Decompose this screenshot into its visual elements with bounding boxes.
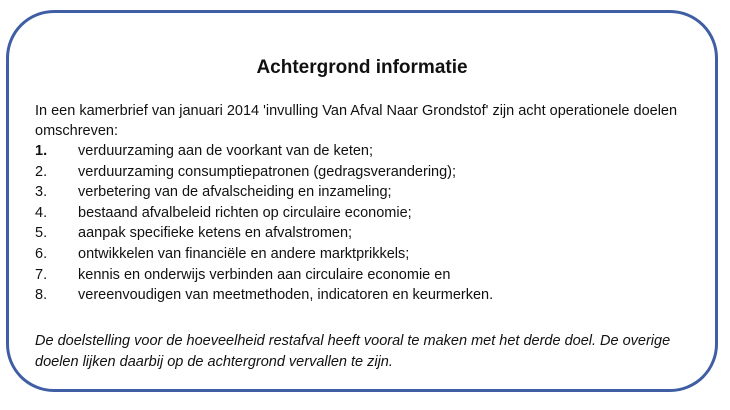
list-item (35, 141, 705, 162)
goal-number: 6. (35, 245, 48, 262)
list-item (35, 203, 705, 224)
goal-text: aanpak specifieke ketens en afvalstromen; (78, 225, 353, 242)
goal-number: 2. (35, 163, 48, 180)
goal-number: 4. (35, 204, 48, 221)
goal-number: 7. (35, 266, 48, 283)
intro-text: In een kamerbrief van januari 2014 'invulling Van Afval Naar Grondstof' zijn acht operationele doelen omschreven: (35, 103, 678, 139)
goal-text: verduurzaming consumptiepatronen (gedragsverandering); (78, 163, 457, 180)
goals-list (35, 141, 705, 306)
list-item (35, 285, 705, 306)
list-item (35, 162, 705, 183)
list-item (35, 223, 705, 244)
list-item (35, 265, 705, 286)
goal-text: verbetering van de afvalscheiding en inzameling; (78, 184, 392, 201)
goal-text: kennis en onderwijs verbinden aan circulaire economie en (78, 266, 451, 283)
goal-number: 1. (35, 143, 48, 159)
goal-text: vereenvoudigen van meetmethoden, indicatoren en keurmerken. (78, 287, 494, 304)
goal-number: 3. (35, 184, 48, 201)
goal-text: ontwikkelen van financiële en andere marktprikkels; (78, 245, 410, 262)
goal-number: 8. (35, 287, 48, 304)
goal-text: bestaand afvalbeleid richten op circulaire economie; (78, 204, 412, 221)
info-box (6, 10, 718, 392)
goal-text: verduurzaming aan de voorkant van de keten; (78, 143, 374, 159)
box-title: Achtergrond informatie (256, 57, 468, 78)
list-item (35, 182, 705, 203)
list-item (35, 244, 705, 265)
closing-note: De doelstelling voor de hoeveelheid restafval heeft vooral te maken met het derde doel. De overige doelen lijken daarbij op de achtergrond vervallen te zijn. (35, 333, 671, 370)
goal-number: 5. (35, 225, 48, 242)
